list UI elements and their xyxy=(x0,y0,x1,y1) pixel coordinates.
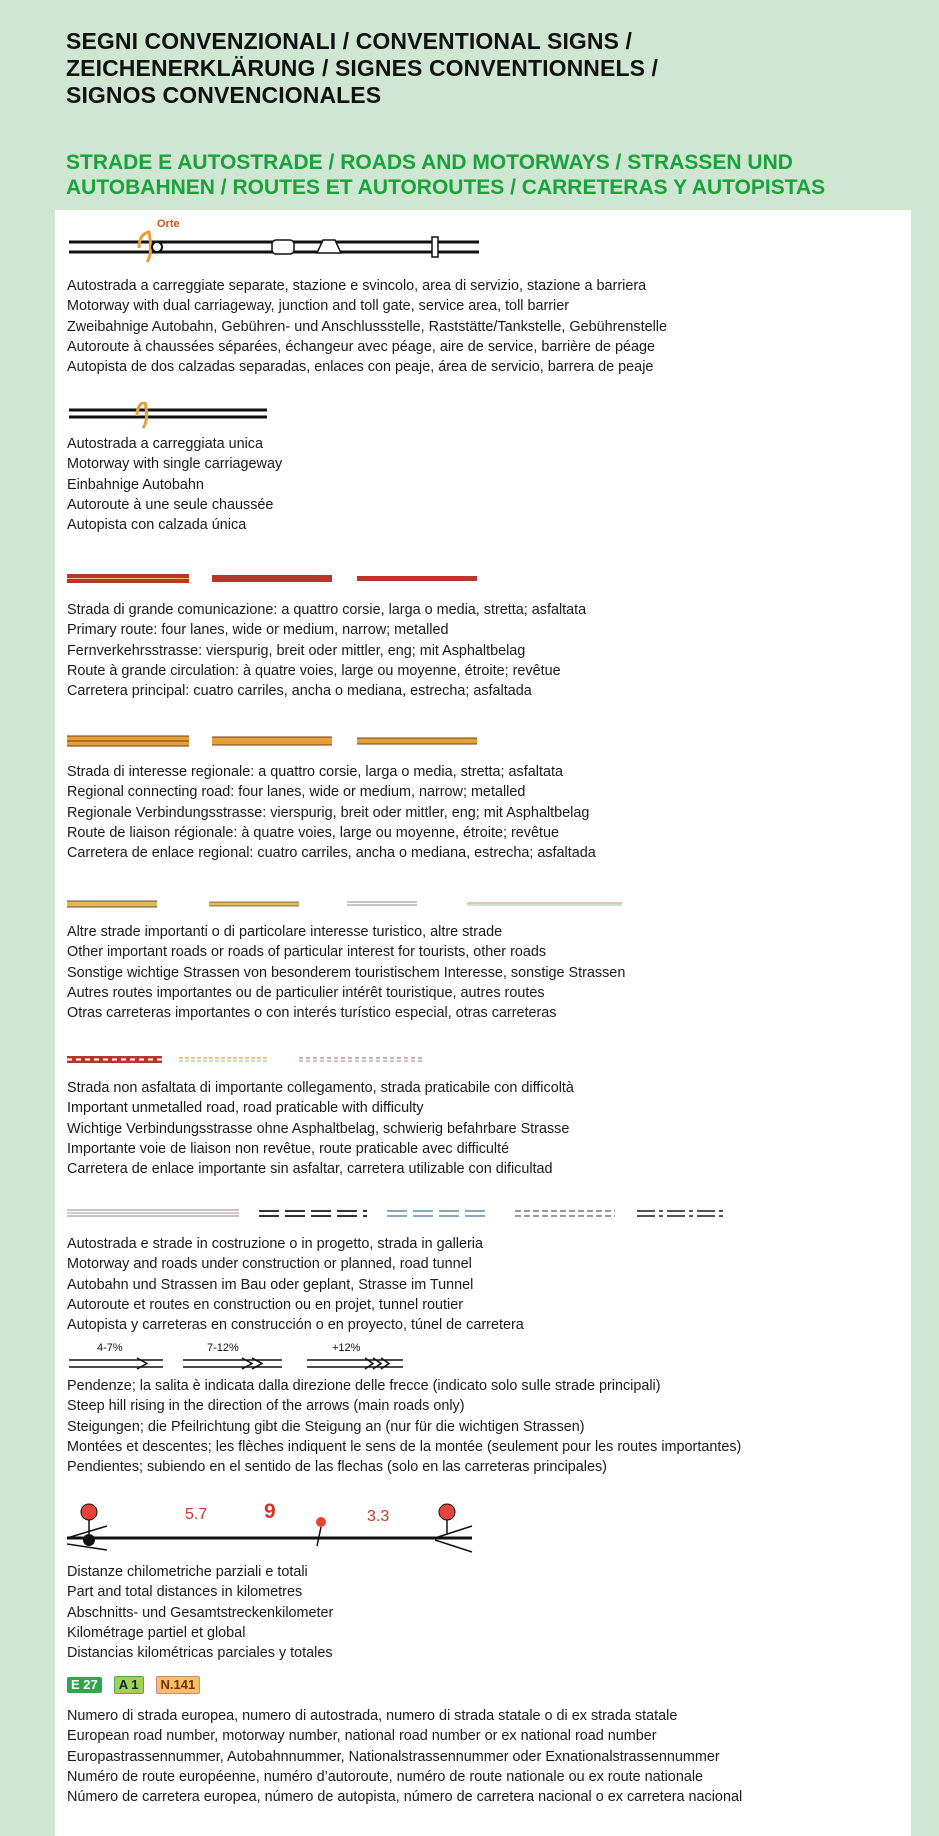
description-line: Steep hill rising in the direction of the arrows (main roads only) xyxy=(67,1398,465,1415)
distances-symbol xyxy=(67,1498,487,1554)
description-line: Part and total distances in kilometres xyxy=(67,1584,303,1601)
description-line: Pendenze; la salita è indicata dalla direzione delle frecce (indicato solo sulle strade principali) xyxy=(67,1378,661,1394)
description-line: Important unmetalled road, road praticable with difficulty xyxy=(67,1100,424,1117)
motorway-dual-symbol xyxy=(67,224,487,266)
description-line: Autopista y carreteras en construcción o en proyecto, túnel de carretera xyxy=(67,1317,524,1334)
description-line: Strada di grande comunicazione: a quattro corsie, larga o media, stretta; asfaltata xyxy=(67,602,587,618)
legend-description xyxy=(67,1078,574,1179)
construction-symbol xyxy=(67,1207,747,1221)
description-line: Autoroute et routes en construction ou en projet, tunnel routier xyxy=(67,1296,463,1313)
partial-distance: 3.3 xyxy=(367,1508,390,1525)
legend-description xyxy=(67,1562,333,1663)
legend-description xyxy=(67,1706,742,1807)
description-line: Route à grande circulation: à quatre voies, large ou moyenne, étroite; revêtue xyxy=(67,662,561,679)
legend-panel xyxy=(55,210,911,1836)
description-line: Motorway with dual carriageway, junction and toll gate, service area, toll barrier xyxy=(67,298,570,315)
section-title-line: STRADE E AUTOSTRADE / ROADS AND MOTORWAYS / STRASSEN UND xyxy=(66,151,793,174)
description-line: Primary route: four lanes, wide or medium, narrow; metalled xyxy=(67,622,449,639)
title-line: SIGNOS CONVENCIONALES xyxy=(66,82,382,108)
motorway-number-badge: A 1 xyxy=(114,1676,144,1694)
description-line: Carretera de enlace importante sin asfaltar, carretera utilizable con dificultad xyxy=(67,1161,553,1178)
description-line: Regional connecting road: four lanes, wide or medium, narrow; metalled xyxy=(67,784,526,801)
description-line: Distanze chilometriche parziali e totali xyxy=(67,1564,308,1580)
european-road-badge: E 27 xyxy=(67,1677,102,1693)
section-title xyxy=(66,150,926,200)
description-line: Wichtige Verbindungsstrasse ohne Asphaltbelag, schwierig befahrbare Strasse xyxy=(67,1120,570,1137)
description-line: Pendientes; subiendo en el sentido de las flechas (solo en las carreteras principales) xyxy=(67,1459,607,1476)
description-line: Numero di strada europea, numero di autostrada, numero di strada statale o di ex strada statale xyxy=(67,1708,678,1724)
description-line: Autobahn und Strassen im Bau oder geplant, Strasse im Tunnel xyxy=(67,1276,474,1293)
description-line: Importante voie de liaison non revêtue, route praticable avec difficulté xyxy=(67,1140,510,1157)
title-line: ZEICHENERKLÄRUNG / SIGNES CONVENTIONNELS / xyxy=(66,55,659,81)
description-line: Autopista con calzada única xyxy=(67,517,247,534)
legend-description xyxy=(67,434,282,535)
description-line: Autopista de dos calzadas separadas, enlaces con peaje, área de servicio, barrera de peaje xyxy=(67,359,654,376)
symbol-label: Orte xyxy=(157,218,180,230)
partial-distance: 5.7 xyxy=(185,1506,208,1523)
description-line: Motorway with single carriageway xyxy=(67,456,283,473)
regional-road-symbol xyxy=(67,734,487,750)
description-line: Altre strade importanti o di particolare interesse turistico, altre strade xyxy=(67,924,503,940)
description-line: Carretera de enlace regional: cuatro carriles, ancha o mediana, estrecha; asfaltada xyxy=(67,845,596,862)
description-line: Sonstige wichtige Strassen von besonderem touristischem Interesse, sonstige Strassen xyxy=(67,964,626,981)
description-line: Other important roads or roads of particular interest for tourists, other roads xyxy=(67,944,547,961)
national-road-badge: N.141 xyxy=(156,1676,201,1694)
legend-description xyxy=(67,1234,524,1335)
description-line: Einbahnige Autobahn xyxy=(67,476,204,493)
road-number-badges xyxy=(67,1676,907,1694)
title-line: SEGNI CONVENZIONALI / CONVENTIONAL SIGNS / xyxy=(66,28,633,54)
motorway-single-symbol xyxy=(67,402,287,430)
description-line: Motorway and roads under construction or planned, road tunnel xyxy=(67,1256,472,1273)
description-line: Abschnitts- und Gesamtstreckenkilometer xyxy=(67,1604,334,1621)
legend-description xyxy=(67,276,667,377)
description-line: Autoroute à chaussées séparées, échangeur avec péage, aire de service, barrière de péage xyxy=(67,338,655,355)
gradient-label: 4-7% xyxy=(97,1342,123,1354)
description-line: Route de liaison régionale: à quatre voies, large ou moyenne, étroite; revêtue xyxy=(67,824,559,841)
legend-description xyxy=(67,762,596,863)
description-line: Autostrada a carreggiata unica xyxy=(67,436,263,452)
gradient-label: +12% xyxy=(332,1342,361,1354)
description-line: Autoroute à une seule chaussée xyxy=(67,496,274,513)
page-title xyxy=(66,28,926,109)
legend-description xyxy=(67,1376,741,1477)
description-line: Autres routes importantes ou de particulier intérêt touristique, autres routes xyxy=(67,984,545,1001)
gradient-label: 7-12% xyxy=(207,1342,239,1354)
description-line: Carretera principal: cuatro carriles, ancha o mediana, estrecha; asfaltada xyxy=(67,683,532,700)
description-line: Strada di interesse regionale: a quattro corsie, larga o media, stretta; asfaltata xyxy=(67,764,563,780)
description-line: Montées et descentes; les flèches indiquent le sens de la montée (seulement pour les routes importantes) xyxy=(67,1438,742,1455)
unmetalled-symbol xyxy=(67,1054,427,1066)
description-line: Regionale Verbindungsstrasse: vierspurig, breit oder mittler, eng; mit Asphaltbelag xyxy=(67,804,590,821)
description-line: Autostrada e strade in costruzione o in progetto, strada in galleria xyxy=(67,1236,483,1252)
section-title-line: AUTOBAHNEN / ROUTES ET AUTOROUTES / CARRETERAS Y AUTOPISTAS xyxy=(66,176,826,199)
description-line: Autostrada a carreggiate separate, stazione e svincolo, area di servizio, stazione a barriera xyxy=(67,278,647,294)
description-line: Otras carreteras importantes o con interés turístico especial, otras carreteras xyxy=(67,1005,557,1022)
description-line: Número de carretera europea, número de autopista, número de carretera nacional o ex carretera nacional xyxy=(67,1789,743,1806)
description-line: Steigungen; die Pfeilrichtung gibt die Steigung an (nur für die wichtigen Strassen) xyxy=(67,1418,585,1435)
description-line: European road number, motorway number, national road number or ex national road number xyxy=(67,1728,657,1745)
description-line: Distancias kilométricas parciales y totales xyxy=(67,1645,333,1662)
legend-item-road-numbers xyxy=(67,1676,907,1806)
description-line: Fernverkehrsstrasse: vierspurig, breit oder mittler, eng; mit Asphaltbelag xyxy=(67,642,526,659)
total-distance: 9 xyxy=(264,1500,276,1523)
gradient-arrows-symbol xyxy=(67,1356,407,1372)
description-line: Europastrassennummer, Autobahnnummer, Nationalstrassennummer oder Exnationalstrassennummer xyxy=(67,1748,720,1765)
description-line: Zweibahnige Autobahn, Gebühren- und Anschlussstelle, Raststätte/Tankstelle, Gebührenstelle xyxy=(67,318,667,335)
other-roads-symbol xyxy=(67,898,627,910)
primary-route-symbol xyxy=(67,572,487,588)
description-line: Strada non asfaltata di importante collegamento, strada praticabile con difficoltà xyxy=(67,1080,574,1096)
description-line: Numéro de route européenne, numéro d’autoroute, numéro de route nationale ou ex route nationale xyxy=(67,1768,704,1785)
legend-description xyxy=(67,922,625,1023)
description-line: Kilométrage partiel et global xyxy=(67,1624,246,1641)
legend-description xyxy=(67,600,586,701)
